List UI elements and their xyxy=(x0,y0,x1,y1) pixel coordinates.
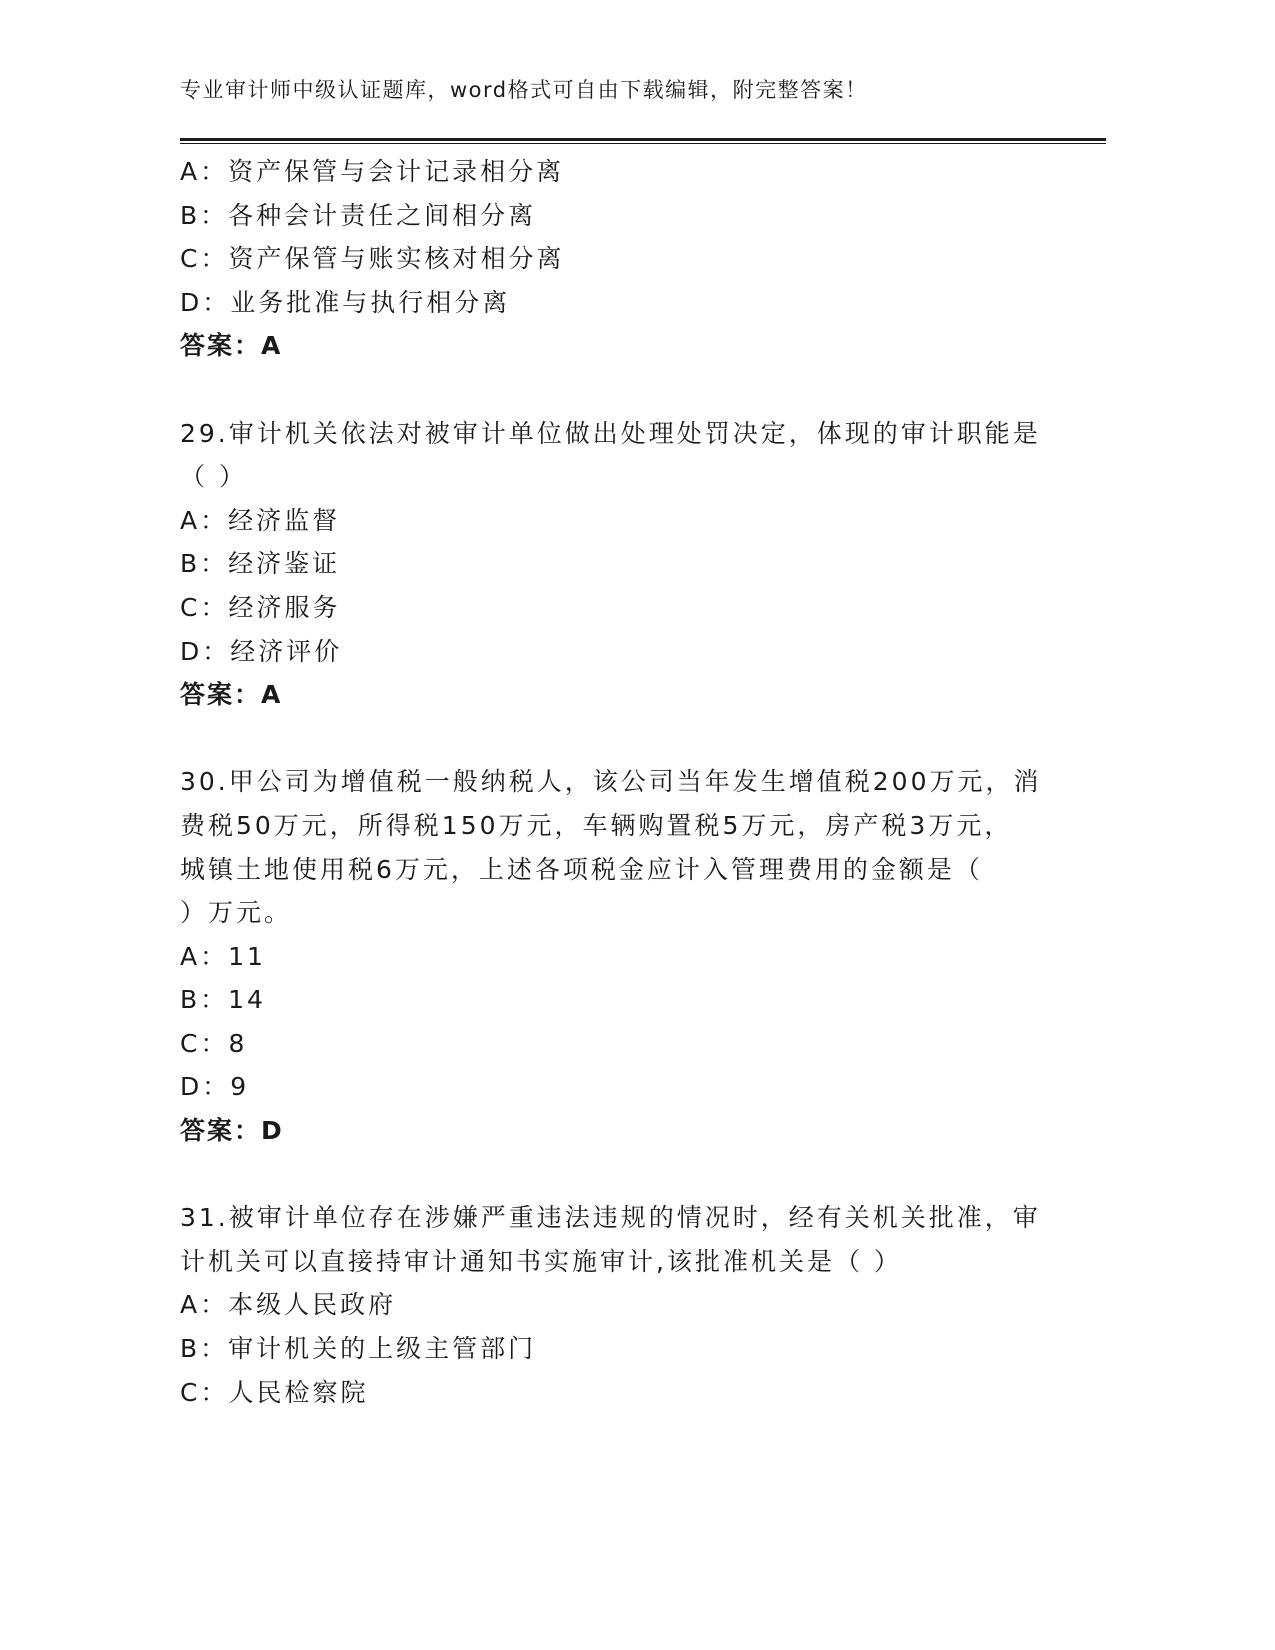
option-b: B：审计机关的上级主管部门 xyxy=(180,1334,537,1364)
option-c: C：资产保管与账实核对相分离 xyxy=(180,244,565,274)
question-stem-line: 城镇土地使用税6万元，上述各项税金应计入管理费用的金额是（ xyxy=(180,854,983,884)
question-stem-line: 29.审计机关依法对被审计单位做出处理处罚决定，体现的审计职能是 xyxy=(180,418,1041,448)
spacer xyxy=(180,368,1040,412)
question-content xyxy=(180,150,1040,1414)
header-divider xyxy=(180,138,1106,141)
question-31 xyxy=(180,1196,1040,1414)
answer: 答案：A xyxy=(180,331,283,361)
question-stem-line: 计机关可以直接持审计通知书实施审计,该批准机关是（ ） xyxy=(180,1246,902,1276)
question-stem-line: ）万元。 xyxy=(180,898,293,928)
option-a: A：资产保管与会计记录相分离 xyxy=(180,157,565,186)
option-c: C：人民检察院 xyxy=(180,1377,369,1407)
option-a: A：经济监督 xyxy=(180,505,341,535)
spacer xyxy=(180,1153,1040,1197)
option-a: A：11 xyxy=(180,941,266,971)
question-stem-line: （ ） xyxy=(180,462,247,492)
option-d: D：9 xyxy=(180,1072,250,1102)
page-header: 专业审计师中级认证题库，word格式可自由下载编辑，附完整答案！ xyxy=(180,78,868,102)
option-b: B：各种会计责任之间相分离 xyxy=(180,200,537,230)
answer: 答案：D xyxy=(180,1116,284,1146)
option-c: C：经济服务 xyxy=(180,592,341,622)
question-stem-line: 31.被审计单位存在涉嫌严重违法违规的情况时，经有关机关批准，审 xyxy=(180,1203,1041,1233)
question-29 xyxy=(180,412,1040,717)
question-stem-line: 费税50万元，所得税150万元，车辆购置税5万元，房产税3万元， xyxy=(180,810,1013,840)
question-28 xyxy=(180,150,1040,368)
option-d: D：业务批准与执行相分离 xyxy=(180,287,511,317)
question-30 xyxy=(180,760,1040,1152)
header-divider-thin xyxy=(180,143,1106,144)
option-d: D：经济评价 xyxy=(180,636,343,666)
option-b: B：经济鉴证 xyxy=(180,549,341,579)
option-a: A：本级人民政府 xyxy=(180,1290,397,1320)
option-c: C：8 xyxy=(180,1028,248,1058)
option-b: B：14 xyxy=(180,985,266,1015)
question-stem-line: 30.甲公司为增值税一般纳税人，该公司当年发生增值税200万元，消 xyxy=(180,767,1042,797)
spacer xyxy=(180,717,1040,761)
answer: 答案：A xyxy=(180,680,283,710)
